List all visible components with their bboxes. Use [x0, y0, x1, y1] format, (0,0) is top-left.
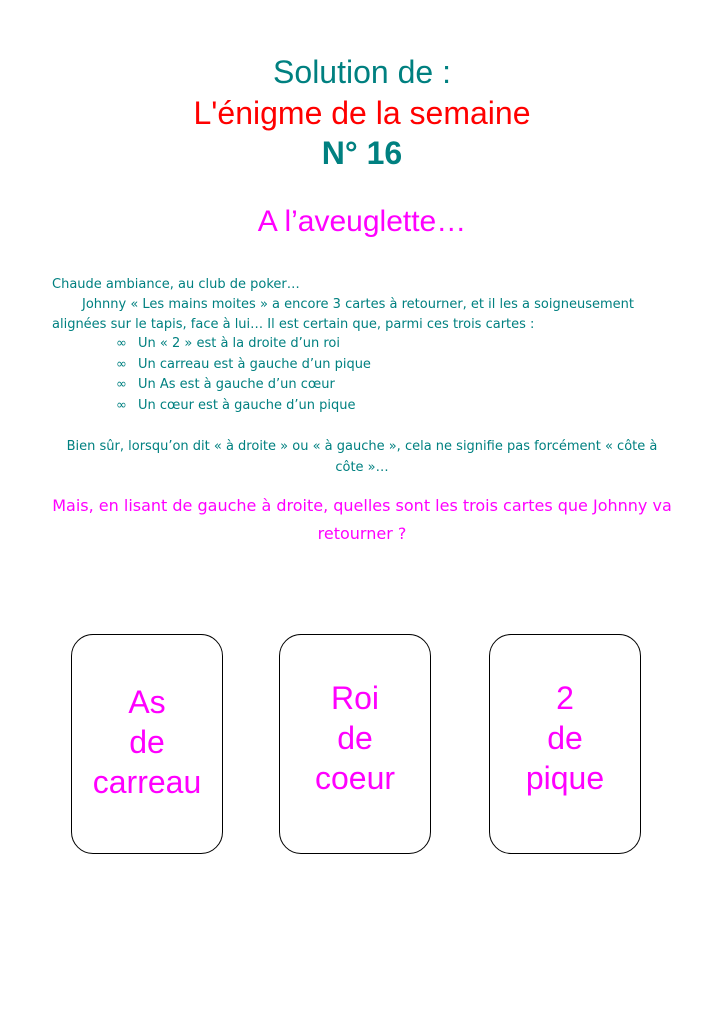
- card-rank: Roi: [330, 680, 379, 716]
- card-suit: coeur: [314, 760, 396, 796]
- card-suit: pique: [525, 760, 605, 796]
- riddle-number: N° 16: [321, 135, 403, 171]
- card-rank: As: [128, 684, 166, 720]
- infinity-bullet-icon: ∞: [116, 398, 127, 413]
- clue-text: Un As est à gauche d’un cœur: [138, 377, 335, 392]
- clue-item: [116, 334, 340, 354]
- infinity-bullet-icon: ∞: [116, 377, 127, 392]
- riddle-title: A l’aveuglette…: [257, 205, 467, 238]
- clue-item: [116, 396, 355, 416]
- clue-text: Un carreau est à gauche d’un pique: [138, 357, 371, 372]
- card-rank: 2: [556, 680, 574, 716]
- card-de: de: [129, 724, 165, 760]
- clue-text: Un cœur est à gauche d’un pique: [138, 398, 356, 413]
- card-de: de: [337, 720, 373, 756]
- intro-line: Chaude ambiance, au club de poker…: [52, 277, 300, 292]
- solution-heading: Solution de :: [273, 54, 451, 90]
- card-de: de: [547, 720, 583, 756]
- clue-text: Un « 2 » est à la droite d’un roi: [138, 336, 340, 351]
- clue-item: [116, 355, 371, 375]
- intro-paragraph: Johnny « Les mains moites » a encore 3 cartes à retourner, et il les a soigneusement alignées sur le tapis, face à lui… Il est certain que, parmi ces trois cartes :: [52, 297, 634, 332]
- note-paragraph: Bien sûr, lorsqu’on dit « à droite » ou « à gauche », cela ne signifie pas forcément « côte à côte »…: [66, 439, 658, 475]
- answer-card-ace-of-diamonds: [71, 634, 223, 854]
- clue-item: [116, 375, 335, 395]
- answer-card-king-of-hearts: [279, 634, 431, 854]
- answer-card-two-of-spades: [489, 634, 641, 854]
- riddle-heading: L'énigme de la semaine: [193, 95, 531, 131]
- question-paragraph: Mais, en lisant de gauche à droite, quelles sont les trois cartes que Johnny va retourner ?: [52, 496, 672, 543]
- card-suit: carreau: [92, 764, 202, 800]
- infinity-bullet-icon: ∞: [116, 336, 127, 351]
- infinity-bullet-icon: ∞: [116, 357, 127, 372]
